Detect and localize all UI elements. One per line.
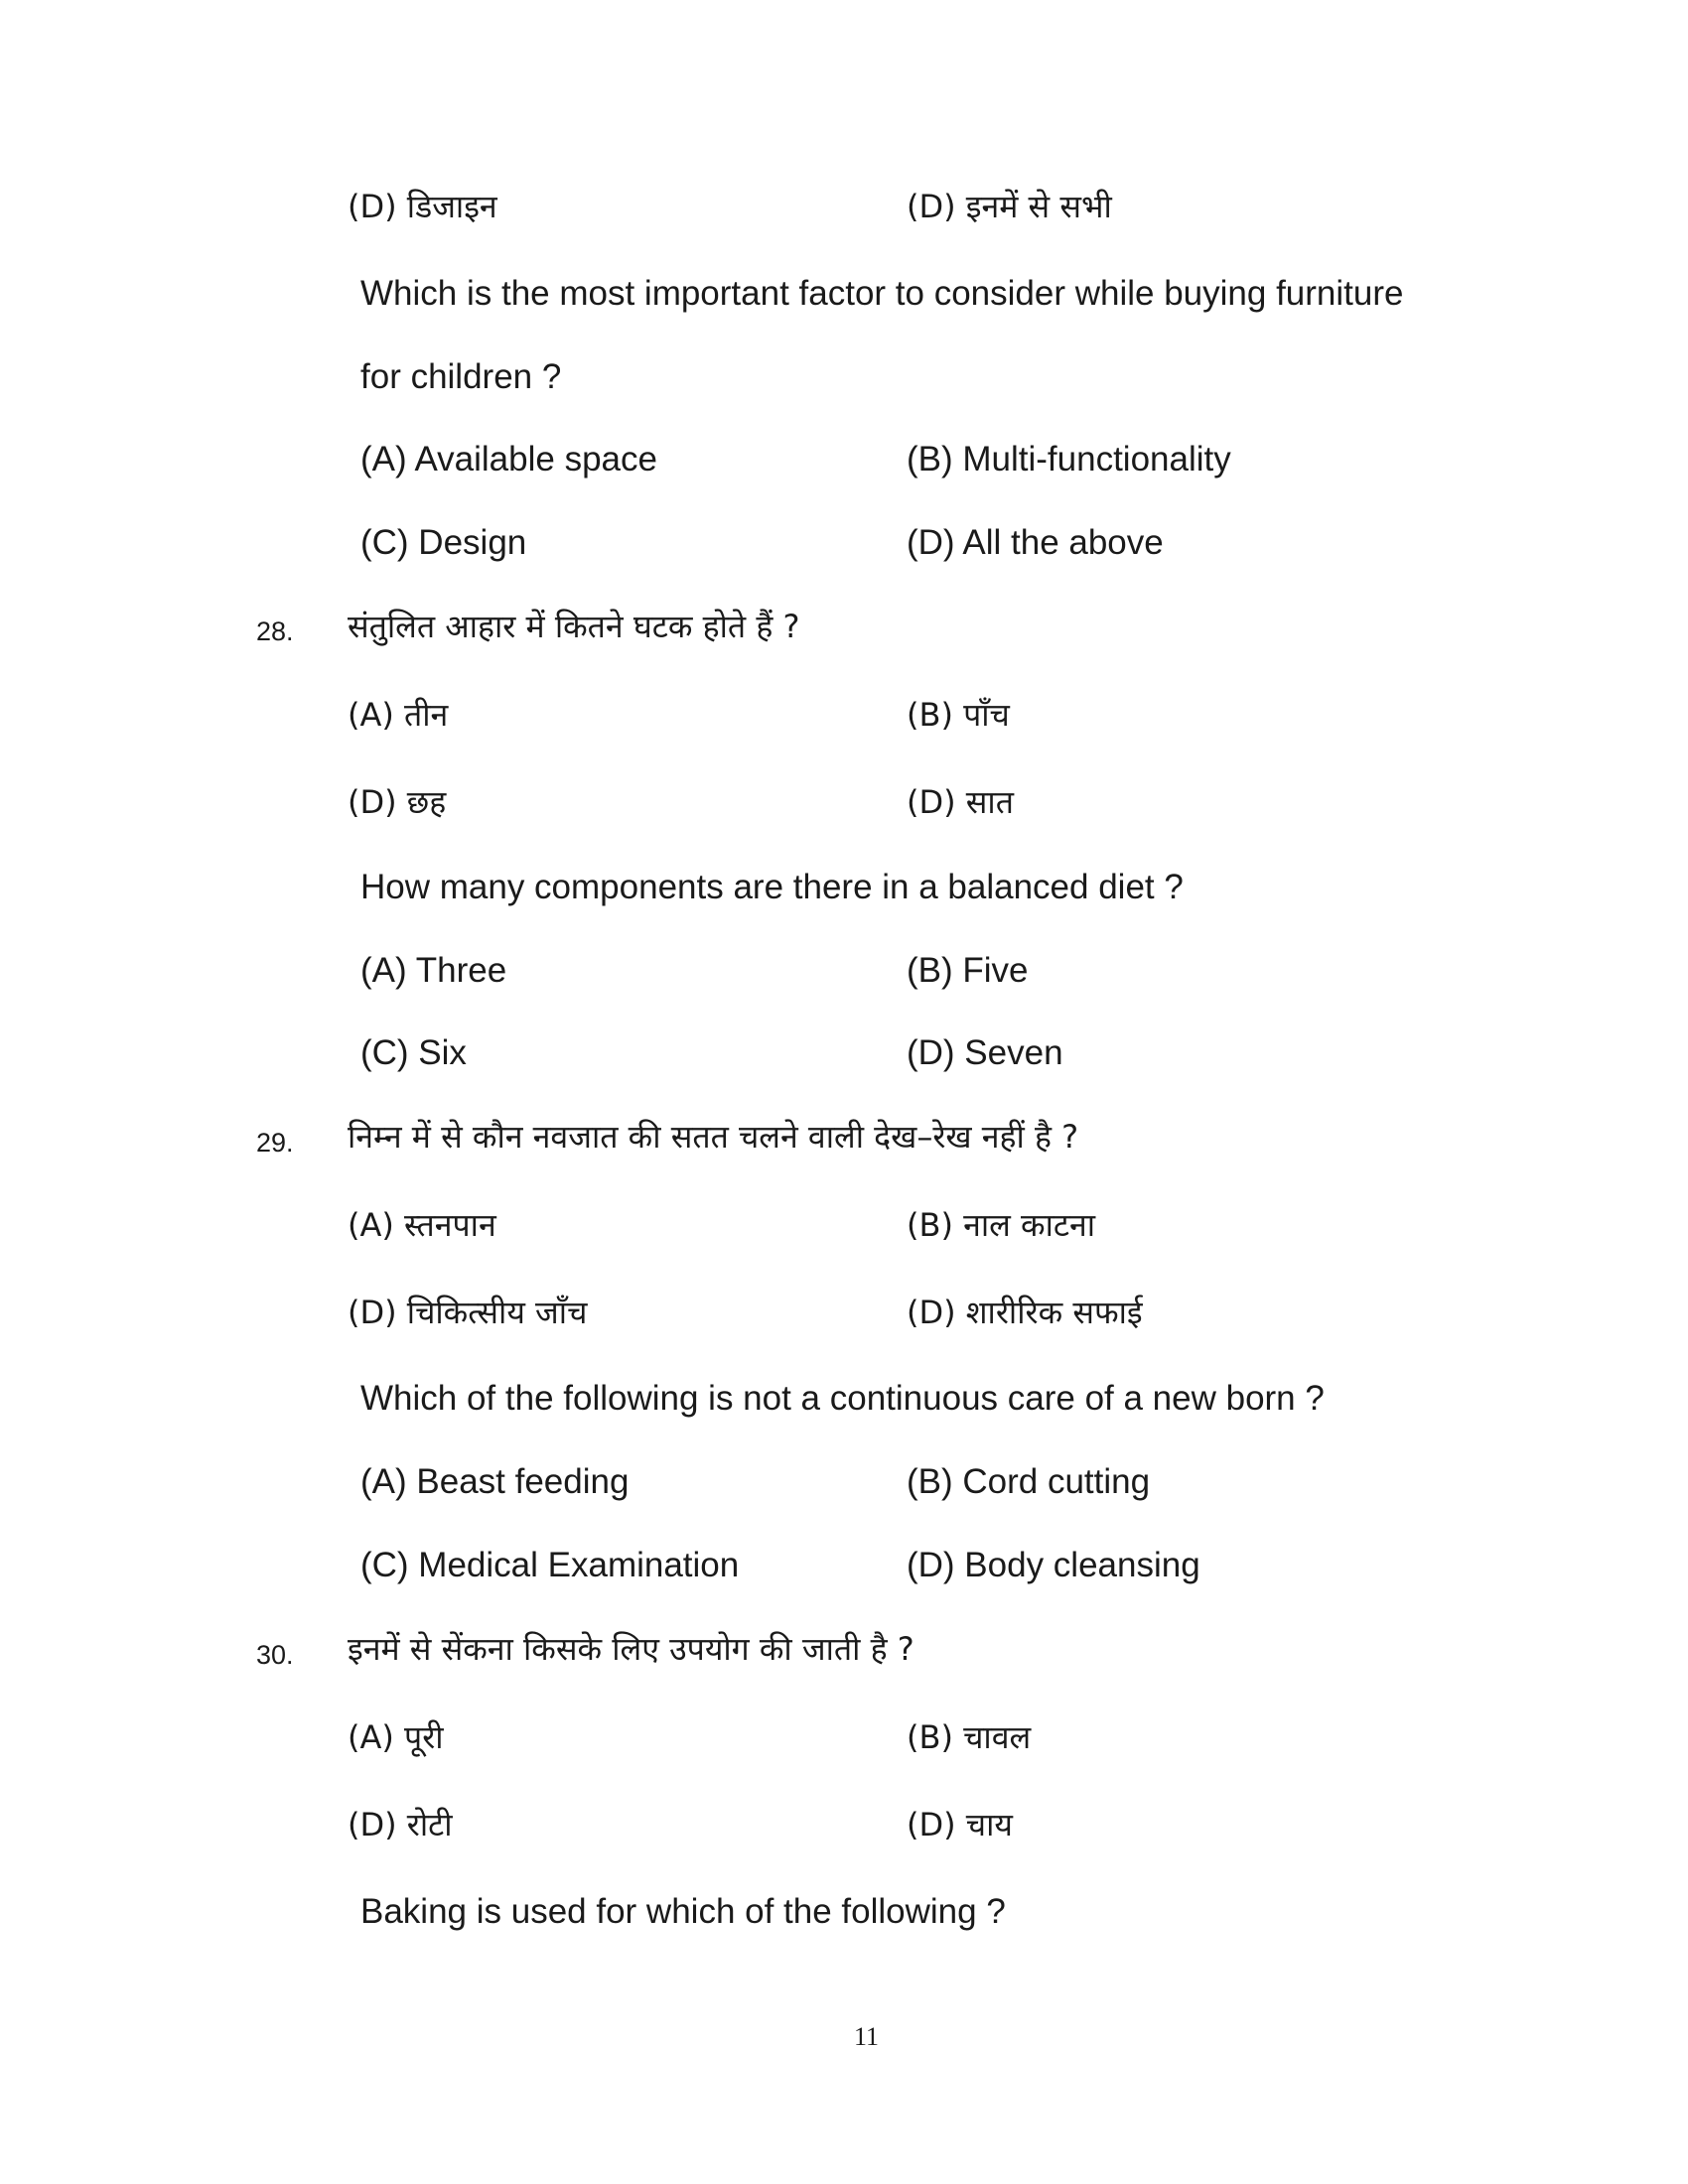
q28-hi-option-d: (D) सात: [907, 783, 1014, 821]
q27-en-option-a: (A) Available space: [360, 440, 657, 478]
q27-hi-option-d: (D) डिजाइन: [348, 188, 497, 225]
q29-hi-question: निम्न में से कौन नवजात की सतत चलने वाली देख–रेख नहीं है ?: [348, 1118, 1079, 1156]
q30-number: 30.: [256, 1640, 294, 1670]
q27-hi-option-d-all: (D) इनमें से सभी: [907, 188, 1112, 225]
q29-en-option-c: (C) Medical Examination: [360, 1546, 740, 1584]
q30-hi-option-a: (A) पूरी: [348, 1718, 444, 1756]
q30-hi-option-c: (D) रोटी: [348, 1806, 453, 1843]
q28-en-option-a: (A) Three: [360, 951, 507, 990]
q28-en-option-b: (B) Five: [907, 951, 1029, 990]
q29-hi-option-b: (B) नाल काटना: [907, 1206, 1096, 1244]
q28-hi-option-a: (A) तीन: [348, 696, 449, 734]
q28-hi-option-c: (D) छह: [348, 783, 447, 821]
q29-en-option-b: (B) Cord cutting: [907, 1462, 1151, 1501]
q29-hi-option-c: (D) चिकित्सीय जाँच: [348, 1294, 588, 1331]
q27-en-option-d: (D) All the above: [907, 523, 1164, 562]
q29-number: 29.: [256, 1128, 294, 1158]
q29-en-option-a: (A) Beast feeding: [360, 1462, 630, 1501]
q29-hi-option-d: (D) शारीरिक सफाई: [907, 1294, 1143, 1331]
q30-hi-option-b: (B) चावल: [907, 1718, 1032, 1756]
q28-number: 28.: [256, 616, 294, 646]
q28-hi-question: संतुलित आहार में कितने घटक होते हैं ?: [348, 608, 800, 645]
q30-hi-option-d: (D) चाय: [907, 1806, 1013, 1843]
q27-en-question-line2: for children ?: [360, 357, 562, 396]
q29-en-question: Which of the following is not a continuous care of a new born ?: [360, 1379, 1325, 1418]
q28-en-option-d: (D) Seven: [907, 1033, 1063, 1072]
q27-en-option-c: (C) Design: [360, 523, 527, 562]
q27-en-question-line1: Which is the most important factor to consider while buying furniture: [360, 274, 1404, 313]
page-number: 11: [854, 2022, 880, 2051]
q30-en-question: Baking is used for which of the following ?: [360, 1892, 1006, 1931]
q27-en-option-b: (B) Multi-functionality: [907, 440, 1231, 478]
q30-hi-question: इनमें से सेंकना किसके लिए उपयोग की जाती है ?: [348, 1630, 914, 1668]
q29-en-option-d: (D) Body cleansing: [907, 1546, 1200, 1584]
q28-en-option-c: (C) Six: [360, 1033, 467, 1072]
q28-en-question: How many components are there in a balanced diet ?: [360, 868, 1184, 906]
q29-hi-option-a: (A) स्तनपान: [348, 1206, 496, 1244]
q28-hi-option-b: (B) पाँच: [907, 696, 1010, 734]
